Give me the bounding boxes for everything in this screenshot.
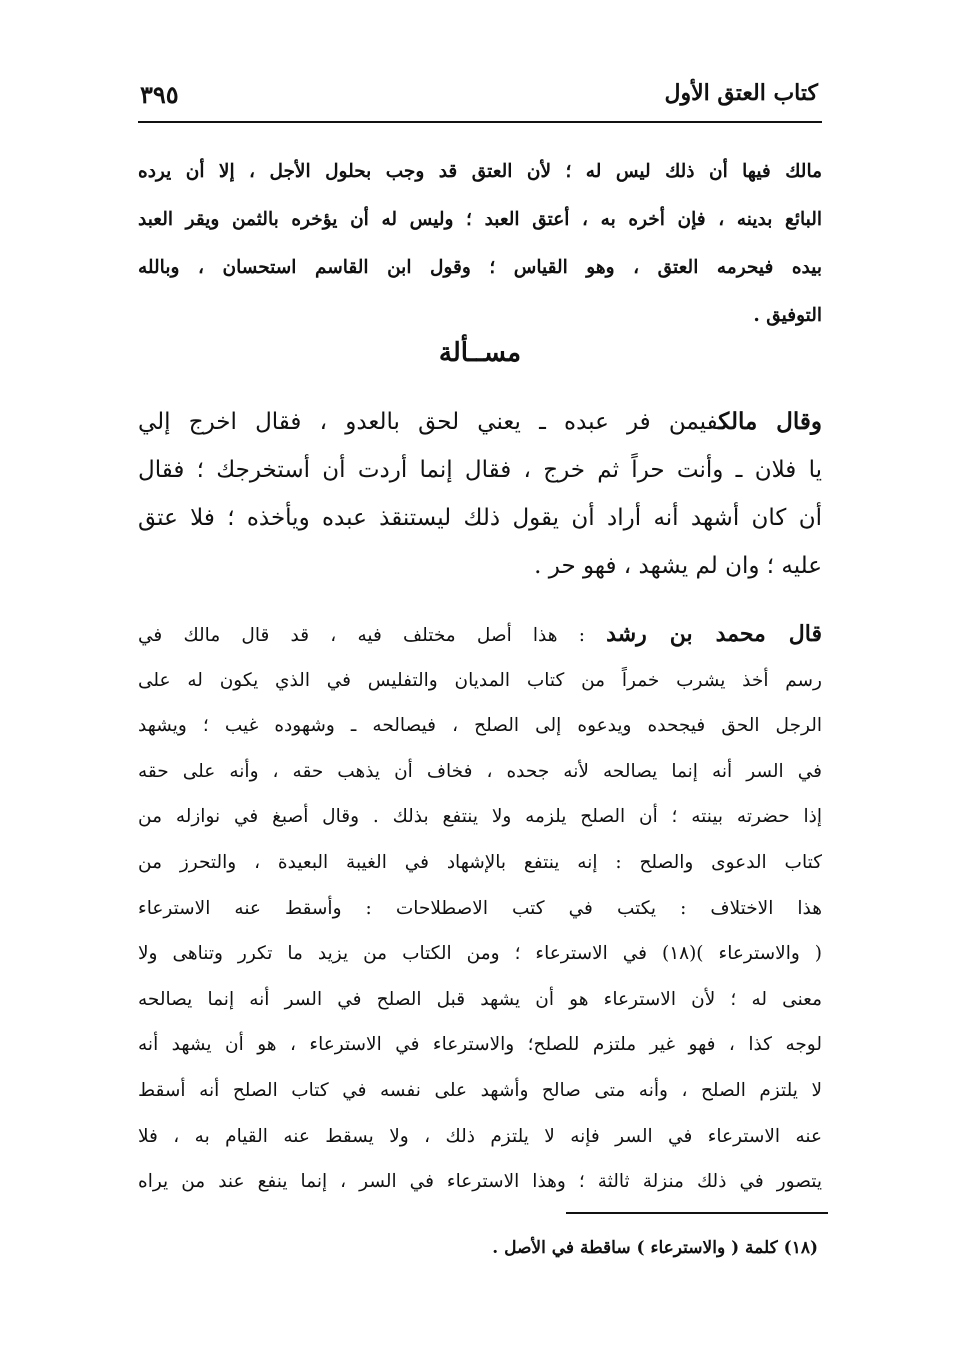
page-number: ٣٩٥ (140, 80, 179, 109)
text-line: يا فلان ـ وأنت حراً ثم خرج ، فقال إنما أردت أن أستخرجك ؛ فقال (138, 457, 822, 483)
text-line: مالك فيها أن ذلك ليس له ؛ لأن العتق قد وجب بحلول الأجل ، إلا أن يرده (138, 161, 822, 182)
intro-paragraph (138, 148, 822, 340)
text-line: البائع بدينه ، فإن أخره به ، أعتق العبد ؛ وليس له أن يؤخره بالثمن ويقر العبد (138, 209, 822, 230)
text-line: لا يلتزم الصلح ، وأنه متى صالح وأشهد على نفسه في كتاب الصلح أنه أسقط (138, 1079, 822, 1101)
text-line: يتصور في ذلك منزلة ثالثة ؛ وهذا الاسترعاء في السر ، إنما ينفع عند من يراه (138, 1171, 822, 1193)
issue-paragraph (138, 398, 822, 590)
footnote: (١٨) كلمة ( والاسترعاء ) ساقطة في الأصل . (492, 1238, 818, 1258)
text-line: أن كان أشهد أنه أراد أن يقول ذلك ليستنقذ عبده ويأخذه ؛ فلا عتق (138, 505, 822, 531)
text-line: ( والاسترعاء )(١٨) في الاسترعاء ؛ ومن الكتاب من يزيد ما تكرر وتناهى ولا (138, 943, 822, 965)
text-line (138, 398, 822, 446)
text-line: الرجل الحق فيجحده ويدعوه إلى الصلح ، فيصالحه ـ وشهوده غيب ؛ ويشهد (138, 715, 822, 737)
text-line: لوجه كذا ، فهو غير ملتزم للصلح؛ والاسترعاء في الاسترعاء ، هو أن يشهد أنه (138, 1034, 822, 1056)
issue-first-line-text: فيمن فر عبده ـ يعني لحق بالعدو ، فقال اخرج إلي (138, 409, 719, 435)
text-line (138, 612, 822, 658)
commentary-paragraph (138, 612, 822, 1205)
text-line: معنى له ؛ لأن الاسترعاء هو أن يشهد قبل الصلح في السر أنه إنما يصالحه (138, 988, 822, 1010)
footnote-rule (566, 1212, 828, 1214)
running-header-title: كتاب العتق الأول (664, 80, 818, 106)
text-line: عنه الاسترعاء في السر فإنه لا يلتزم ذلك ، ولا يسقط عنه القيام به ، فلا (138, 1125, 822, 1147)
text-line: رسم أخذ يشرب خمراً من كتاب المديان والتفليس في الذي يكون له على (138, 669, 822, 691)
commentary-speaker: قال محمد بن رشد (606, 621, 822, 647)
text-line: بيده فيحرمه العتق ، وهو القياس ؛ وقول ابن القاسم استحسان ، وبالله (138, 257, 822, 278)
text-line: إذا حضرته بينته ؛ أن الصلح يلزمه ولا ينتفع بذلك . وقال أصبغ في نوازله من (138, 806, 822, 828)
text-line: كتاب الدعوى والصلح : إنه ينتفع بالإشهاد في الغيبة البعيدة ، والتحرز من (138, 851, 822, 873)
section-heading: مســألة (438, 338, 522, 368)
commentary-first-line-text: : هذا أصل مختلف فيه ، قد قال مالك في (138, 625, 607, 646)
text-line: في السر أنه إنما يصالحه لأنه جحده ، فخاف أن يذهب حقه ، وأنه على حقه (138, 760, 822, 782)
text-line: هذا الاختلاف : يكتب في كتب الاصطلاحات : وأسقط عنه الاسترعاء (138, 897, 822, 919)
text-line: التوفيق . (753, 305, 822, 326)
text-line: عليه ؛ وان لم يشهد ، فهو حر . (534, 553, 822, 579)
issue-speaker: وقال مالك (718, 408, 822, 435)
header-rule (138, 121, 822, 123)
